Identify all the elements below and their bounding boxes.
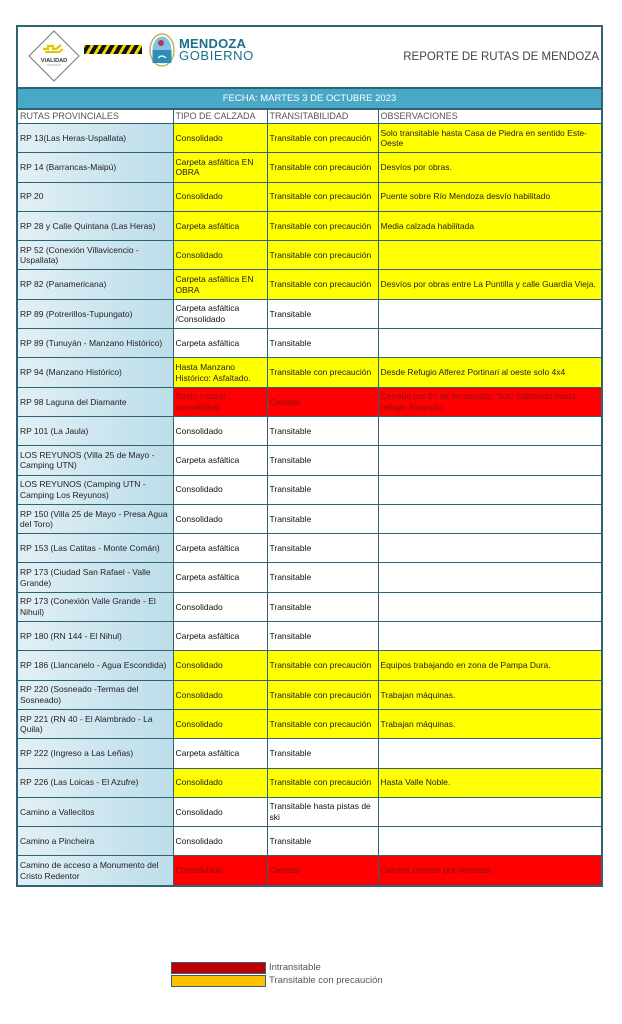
status-cell: Transitable (267, 299, 378, 328)
notes-cell (378, 534, 601, 563)
surface-cell: Consolidado (173, 827, 267, 856)
table-row (18, 622, 601, 651)
vialidad-logo-text: VIALIDAD (40, 58, 68, 64)
surface-cell: Consolidado (173, 241, 267, 270)
status-cell: Transitable con precaución (267, 651, 378, 680)
legend-item-intransitable (171, 961, 383, 974)
route-cell: RP 101 (La Jaula) (18, 416, 173, 445)
table-row (18, 739, 601, 768)
route-cell: RP 13(Las Heras-Uspallata) (18, 124, 173, 153)
route-cell: RP 221 (RN 40 - El Alambrado - La Quila) (18, 709, 173, 738)
notes-cell (378, 592, 601, 621)
route-cell: Camino de acceso a Monumento del Cristo Redentor (18, 856, 173, 885)
table-row (18, 563, 601, 592)
table-row (18, 680, 601, 709)
status-cell: Transitable con precaución (267, 358, 378, 387)
table-row (18, 241, 601, 270)
surface-cell: Carpeta asfáltica (173, 563, 267, 592)
route-cell: RP 98 Laguna del Diamante (18, 387, 173, 416)
surface-cell: Carpeta asfáltica EN OBRA (173, 153, 267, 182)
notes-cell: Desvíos por obras entre La Puntilla y calle Guardia Vieja. (378, 270, 601, 299)
surface-cell: Hasta Manzano Histórico: Asfaltado. (173, 358, 267, 387)
status-cell: Transitable (267, 592, 378, 621)
vialidad-logo-icon (28, 30, 80, 82)
table-row (18, 358, 601, 387)
status-cell: Transitable con precaución (267, 153, 378, 182)
routes-table (18, 110, 601, 885)
legend-item-caution (171, 974, 383, 987)
status-cell: Transitable con precaución (267, 182, 378, 211)
surface-cell: Consolidado (173, 651, 267, 680)
status-cell: Transitable (267, 563, 378, 592)
table-row (18, 270, 601, 299)
notes-cell: Desde Refugio Alferez Portinari al oeste solo 4x4 (378, 358, 601, 387)
table-row (18, 592, 601, 621)
surface-cell: Consolidado (173, 182, 267, 211)
table-row (18, 768, 601, 797)
table-row (18, 329, 601, 358)
surface-cell: Carpeta asfáltica /Consolidado (173, 299, 267, 328)
route-cell: LOS REYUNOS (Villa 25 de Mayo - Camping UTN) (18, 446, 173, 475)
status-cell: Transitable (267, 416, 378, 445)
notes-cell (378, 241, 601, 270)
route-cell: RP 150 (Villa 25 de Mayo - Presa Agua del Toro) (18, 504, 173, 533)
notes-cell (378, 563, 601, 592)
notes-cell (378, 622, 601, 651)
surface-cell: Consolidado (173, 416, 267, 445)
notes-cell (378, 299, 601, 328)
route-cell: RP 226 (Las Loicas - El Azufre) (18, 768, 173, 797)
column-header-surface: TIPO DE CALZADA (173, 110, 267, 124)
column-header-status: TRANSITABILIDAD (267, 110, 378, 124)
surface-cell: Consolidado (173, 475, 267, 504)
hazard-stripe (84, 45, 142, 54)
status-cell: Transitable (267, 475, 378, 504)
route-cell: RP 173 (Ciudad San Rafael - Valle Grande) (18, 563, 173, 592)
status-cell: Transitable (267, 827, 378, 856)
table-row (18, 446, 601, 475)
table-row (18, 387, 601, 416)
table-row (18, 534, 601, 563)
route-cell: RP 89 (Potrerillos-Tupungato) (18, 299, 173, 328)
status-cell: Cerrado (267, 387, 378, 416)
notes-cell (378, 504, 601, 533)
date-bar: FECHA: MARTES 3 DE OCTUBRE 2023 (18, 89, 601, 110)
route-cell: RP 180 (RN 144 - El Nihul) (18, 622, 173, 651)
status-cell: Transitable (267, 504, 378, 533)
surface-cell: Consolidado (173, 592, 267, 621)
route-cell: RP 94 (Manzano Histórico) (18, 358, 173, 387)
notes-cell (378, 475, 601, 504)
notes-cell: Puente sobre Río Mendoza desvío habilitado (378, 182, 601, 211)
table-row (18, 856, 601, 885)
table-row (18, 709, 601, 738)
report-title: REPORTE DE RUTAS DE MENDOZA (403, 51, 599, 63)
status-cell: Transitable hasta pistas de ski (267, 797, 378, 826)
route-cell: RP 89 (Tunuyán - Manzano Histórico) (18, 329, 173, 358)
route-cell: LOS REYUNOS (Camping UTN - Camping Los Reyunos) (18, 475, 173, 504)
notes-cell (378, 739, 601, 768)
surface-cell: Consolidado (173, 504, 267, 533)
notes-cell: Trabajan máquinas. (378, 709, 601, 738)
surface-cell: Consolidado (173, 680, 267, 709)
status-cell: Cerrado (267, 856, 378, 885)
table-row (18, 124, 601, 153)
surface-cell: Consolidado (173, 709, 267, 738)
route-cell: RP 52 (Conexión Villavicencio - Uspallata) (18, 241, 173, 270)
legend-label: Intransitable (269, 962, 321, 973)
status-cell: Transitable (267, 534, 378, 563)
route-cell: RP 14 (Barrancas-Maipú) (18, 153, 173, 182)
notes-cell: Hasta Valle Noble. (378, 768, 601, 797)
surface-cell: Carpeta asfáltica (173, 622, 267, 651)
status-cell: Transitable con precaución (267, 768, 378, 797)
legend (171, 961, 383, 987)
route-cell: RP 153 (Las Catitas - Monte Comán) (18, 534, 173, 563)
route-cell: RP 20 (18, 182, 173, 211)
route-cell: RP 82 (Panamericana) (18, 270, 173, 299)
surface-cell: Consolidado (173, 856, 267, 885)
surface-cell: Carpeta asfáltica (173, 329, 267, 358)
status-cell: Transitable con precaución (267, 680, 378, 709)
notes-cell (378, 329, 601, 358)
road-report-sheet (16, 25, 603, 887)
route-cell: RP 220 (Sosneado -Termas del Sosneado) (18, 680, 173, 709)
table-row (18, 182, 601, 211)
surface-cell: Carpeta asfáltica (173, 446, 267, 475)
notes-cell (378, 827, 601, 856)
status-cell: Transitable (267, 739, 378, 768)
route-cell: RP 186 (Llancanelo - Agua Escondida) (18, 651, 173, 680)
table-row (18, 211, 601, 240)
notes-cell: Trabajan máquinas. (378, 680, 601, 709)
table-header-row (18, 110, 601, 124)
table-row (18, 651, 601, 680)
notes-cell: Camino cerrado por nevadas. (378, 856, 601, 885)
report-header (18, 27, 601, 89)
gobierno-mendoza-logo (179, 38, 254, 62)
status-cell: Transitable con precaución (267, 124, 378, 153)
surface-cell: Suelo natural consolidado (173, 387, 267, 416)
status-cell: Transitable con precaución (267, 241, 378, 270)
notes-cell: Media calzada habilitada (378, 211, 601, 240)
surface-cell: Consolidado (173, 797, 267, 826)
notes-cell (378, 797, 601, 826)
brand-gobierno: GOBIERNO (179, 48, 254, 63)
notes-cell: Equipos trabajando en zona de Pampa Dura. (378, 651, 601, 680)
route-cell: RP 222 (Ingreso a Las Leñas) (18, 739, 173, 768)
table-row (18, 153, 601, 182)
surface-cell: Carpeta asfáltica (173, 211, 267, 240)
legend-swatch-caution (171, 975, 266, 987)
surface-cell: Carpeta asfáltica (173, 534, 267, 563)
route-cell: RP 28 y Calle Quintana (Las Heras) (18, 211, 173, 240)
table-row (18, 416, 601, 445)
legend-label: Transitable con precaución (269, 975, 383, 986)
route-cell: Camino a Pincheira (18, 827, 173, 856)
table-row (18, 797, 601, 826)
notes-cell (378, 416, 601, 445)
status-cell: Transitable (267, 329, 378, 358)
notes-cell (378, 446, 601, 475)
table-row (18, 475, 601, 504)
route-cell: Camino a Vallecitos (18, 797, 173, 826)
status-cell: Transitable con precaución (267, 211, 378, 240)
notes-cell: Cerrado por fin de temporada. Solo habilitado hasta refugio Alvarado. (378, 387, 601, 416)
column-header-notes: OBSERVACIONES (378, 110, 601, 124)
status-cell: Transitable (267, 622, 378, 651)
status-cell: Transitable con precaución (267, 270, 378, 299)
column-header-route: RUTAS PROVINCIALES (18, 110, 173, 124)
status-cell: Transitable (267, 446, 378, 475)
legend-swatch-intransitable (171, 962, 266, 974)
notes-cell: Solo transitable hasta Casa de Piedra en sentido Este-Oeste (378, 124, 601, 153)
route-cell: RP 173 (Conexión Valle Grande - El Nihuil) (18, 592, 173, 621)
brand-mendoza: MENDOZA (179, 36, 247, 51)
surface-cell: Consolidado (173, 768, 267, 797)
status-cell: Transitable con precaución (267, 709, 378, 738)
table-row (18, 504, 601, 533)
table-row (18, 827, 601, 856)
surface-cell: Carpeta asfáltica (173, 739, 267, 768)
notes-cell: Desvíos por obras. (378, 153, 601, 182)
surface-cell: Carpeta asfáltica EN OBRA (173, 270, 267, 299)
table-row (18, 299, 601, 328)
surface-cell: Consolidado (173, 124, 267, 153)
mendoza-shield-icon (149, 33, 175, 67)
